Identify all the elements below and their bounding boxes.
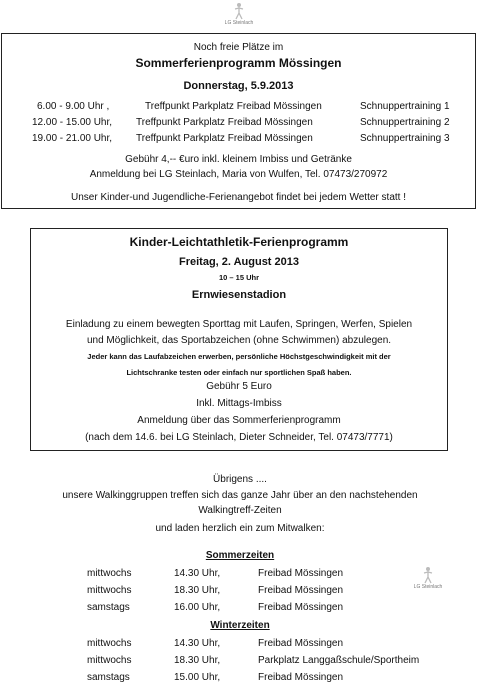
schedule-label: Schnuppertraining 2	[360, 117, 450, 128]
walking-place: Freibad Mössingen	[258, 585, 344, 596]
box2-time: 10 – 15 Uhr	[218, 273, 260, 282]
walking-day: mittwochs	[87, 568, 132, 579]
box2-contact: (nach dem 14.6. bei LG Steinlach, Dieter Schneider, Tel. 07473/7771)	[85, 432, 393, 443]
box1-fee: Gebühr 4,-- €uro inkl. kleinem Imbiss und Getränke	[125, 154, 352, 165]
schedule-label: Schnuppertraining 1	[360, 101, 450, 112]
logo-text: LG Steinlach	[224, 20, 254, 26]
box2-invite-line2: und Möglichkeit, das Sportabzeichen (ohne Schwimmen) abzulegen.	[86, 335, 392, 346]
box1-title: Sommerferienprogramm Mössingen	[135, 56, 342, 70]
walking-time: 15.00 Uhr,	[174, 672, 221, 683]
schedule-time: 12.00 - 15.00 Uhr,	[32, 117, 113, 128]
schedule-time: 6.00 - 9.00 Uhr ,	[37, 101, 110, 112]
club-logo	[219, 2, 259, 26]
club-logo	[408, 566, 448, 590]
box2-fee: Gebühr 5 Euro	[206, 381, 272, 392]
schedule-place: Treffpunkt Parkplatz Freibad Mössingen	[136, 117, 313, 128]
box2-venue: Ernwiesenstadion	[191, 289, 287, 301]
walking-day: mittwochs	[87, 638, 132, 649]
box1-footer: Unser Kinder-und Jugendliche-Ferienangebot findet bei jedem Wetter statt !	[70, 192, 406, 203]
winter-heading: Winterzeiten	[210, 620, 270, 631]
schedule-place: Treffpunkt Parkplatz Freibad Mössingen	[136, 133, 313, 144]
walking-time: 14.30 Uhr,	[174, 568, 221, 579]
walking-time: 18.30 Uhr,	[174, 655, 221, 666]
walking-day: samstags	[87, 672, 130, 683]
box2-snack: Inkl. Mittags-Imbiss	[196, 398, 282, 409]
schedule-place: Treffpunkt Parkplatz Freibad Mössingen	[145, 101, 322, 112]
walking-day: mittwochs	[87, 655, 132, 666]
box1-intro: Noch freie Plätze im	[193, 42, 284, 53]
runner-icon	[229, 2, 249, 20]
walking-intro-2: unsere Walkinggruppen treffen sich das ganze Jahr über an den nachstehenden	[62, 490, 418, 501]
box2-title: Kinder-Leichtathletik-Ferienprogramm	[129, 235, 349, 249]
box2-invite-line1: Einladung zu einem bewegten Sporttag mit Laufen, Springen, Werfen, Spielen	[65, 319, 413, 330]
walking-time: 16.00 Uhr,	[174, 602, 221, 613]
runner-icon	[418, 566, 438, 584]
schedule-time: 19.00 - 21.00 Uhr,	[32, 133, 113, 144]
schedule-label: Schnuppertraining 3	[360, 133, 450, 144]
athletics-program-box	[30, 228, 448, 451]
walking-intro-1: Übrigens ....	[213, 474, 267, 485]
walking-time: 18.30 Uhr,	[174, 585, 221, 596]
walking-place: Freibad Mössingen	[258, 638, 344, 649]
walking-day: mittwochs	[87, 585, 132, 596]
box1-registration: Anmeldung bei LG Steinlach, Maria von Wulfen, Tel. 07473/270972	[89, 169, 388, 180]
walking-place: Parkplatz Langgaßschule/Sportheim	[258, 655, 420, 666]
walking-place: Freibad Mössingen	[258, 568, 344, 579]
box2-note-line1: Jeder kann das Laufabzeichen erwerben, persönliche Höchstgeschwindigkeit mit der	[87, 352, 391, 361]
box2-note-line2: Lichtschranke testen oder einfach nur sportlichen Spaß haben.	[126, 368, 352, 377]
walking-day: samstags	[87, 602, 130, 613]
walking-time: 14.30 Uhr,	[174, 638, 221, 649]
walking-place: Freibad Mössingen	[258, 602, 344, 613]
summer-heading: Sommerzeiten	[205, 550, 275, 561]
summer-program-box	[1, 33, 476, 209]
walking-intro-4: und laden herzlich ein zum Mitwalken:	[155, 523, 325, 534]
walking-place: Freibad Mössingen	[258, 672, 344, 683]
box2-registration: Anmeldung über das Sommerferienprogramm	[137, 415, 341, 426]
box2-date: Freitag, 2. August 2013	[178, 256, 300, 268]
box1-date: Donnerstag, 5.9.2013	[183, 80, 294, 92]
logo-text: LG Steinlach	[413, 584, 443, 590]
walking-intro-3: Walkingtreff-Zeiten	[198, 505, 282, 516]
